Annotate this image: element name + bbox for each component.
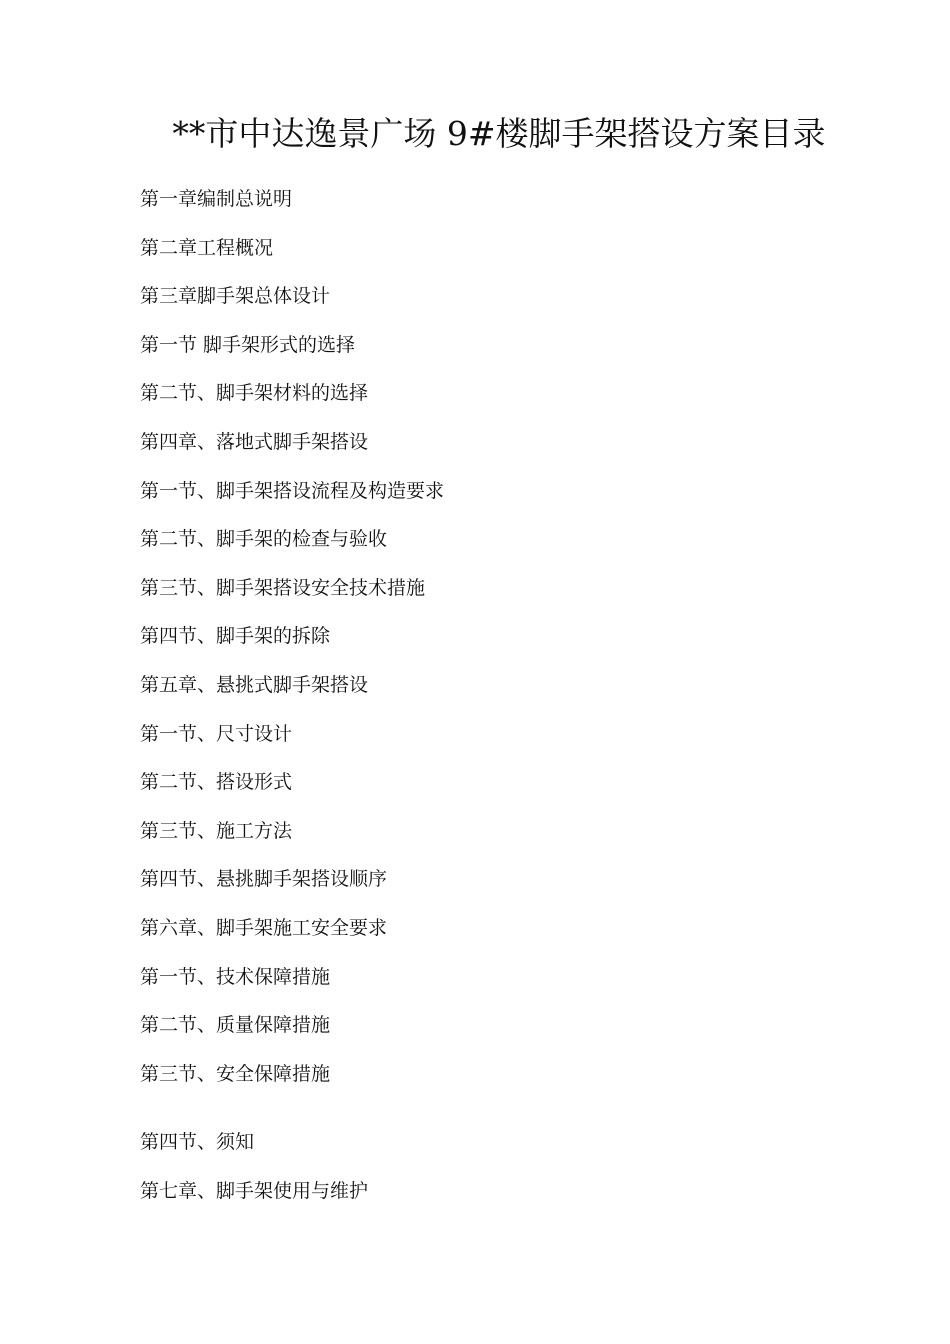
document-title: **市中达逸景广场 9#楼脚手架搭设方案目录 <box>172 114 826 153</box>
toc-item: 第七章、脚手架使用与维护 <box>140 1180 369 1202</box>
toc-item: 第四节、须知 <box>140 1131 255 1153</box>
toc-item: 第二节、质量保障措施 <box>140 1014 331 1036</box>
toc-item: 第四节、悬挑脚手架搭设顺序 <box>140 868 388 890</box>
toc-item: 第一节、尺寸设计 <box>140 723 293 745</box>
toc-item: 第一节、脚手架搭设流程及构造要求 <box>140 480 445 502</box>
toc-item: 第五章、悬挑式脚手架搭设 <box>140 674 369 696</box>
toc-item: 第三节、脚手架搭设安全技术措施 <box>140 577 426 599</box>
toc-item: 第二节、脚手架的检查与验收 <box>140 528 388 550</box>
toc-item: 第三节、施工方法 <box>140 820 293 842</box>
toc-item: 第一节、技术保障措施 <box>140 966 331 988</box>
toc-item: 第二章工程概况 <box>140 237 274 259</box>
toc-item: 第二节、脚手架材料的选择 <box>140 382 369 404</box>
toc-item: 第一章编制总说明 <box>140 188 293 210</box>
toc-item: 第三节、安全保障措施 <box>140 1063 331 1085</box>
toc-item: 第四节、脚手架的拆除 <box>140 625 331 647</box>
toc-item: 第三章脚手架总体设计 <box>140 285 331 307</box>
toc-item: 第六章、脚手架施工安全要求 <box>140 917 388 939</box>
toc-item: 第四章、落地式脚手架搭设 <box>140 431 369 453</box>
toc-item: 第二节、搭设形式 <box>140 771 293 793</box>
toc-item: 第一节 脚手架形式的选择 <box>140 334 356 356</box>
